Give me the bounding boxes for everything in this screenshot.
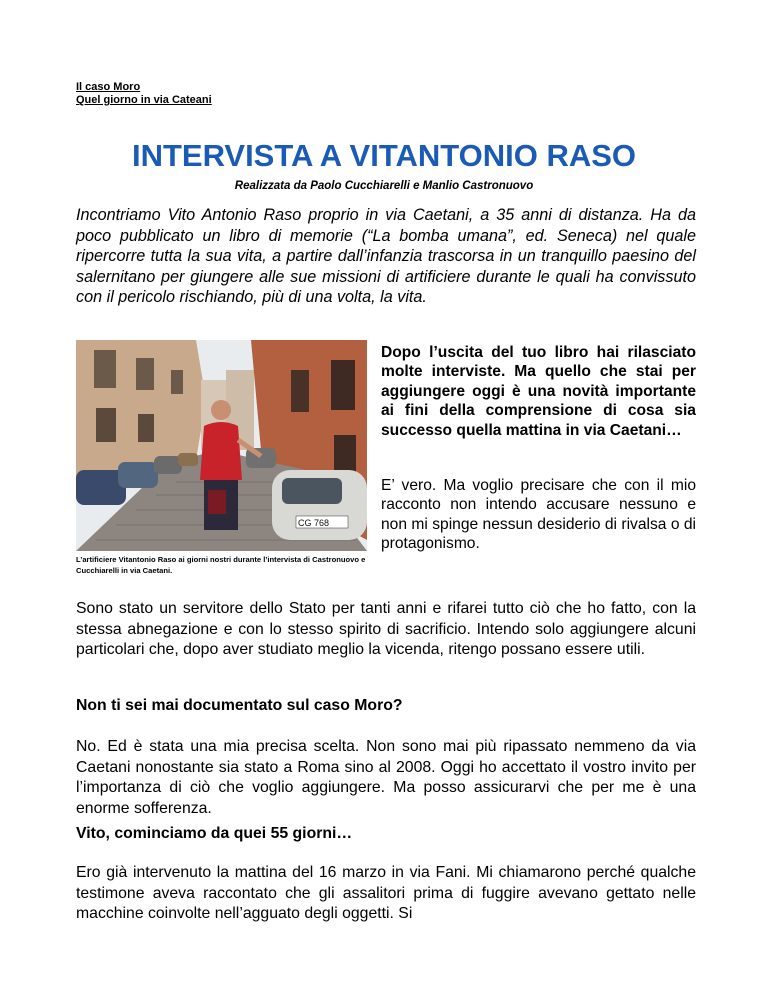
intro-paragraph: Incontriamo Vito Antonio Raso proprio in via Caetani, a 35 anni di distanza. Ha da poco pubblicato un libro di memorie (“La bomba umana”, ed. Seneca) nel quale ripercorre tutta la sua vita, a partire dall’infanzia trascorsa in un tranquillo paesino del salernitano per giungere alle sue missioni di artificiere durante le quali ha convissuto con il pericolo rischiando, più di una volta, la vita. <box>76 206 696 306</box>
question-3: Vito, cominciamo da quei 55 giorni… <box>76 825 353 842</box>
photo-caption: L’artificiere Vitantonio Raso ai giorni nostri durante l’intervista di Castronuovo e Cucchiarelli in via Caetani. <box>76 555 366 575</box>
street-scene-illustration <box>76 340 367 551</box>
kicker-line-2: Quel giorno in via Cateani <box>76 94 212 106</box>
kicker-line-1: Il caso Moro <box>76 81 141 93</box>
answer-3: Ero già intervenuto la mattina del 16 marzo in via Fani. Mi chiamarono perché qualche testimone aveva raccontato che gli assalitori prima di fuggire avevano gettato nelle macchine coinvolte nell’agguato degli oggetti. Si <box>76 864 696 922</box>
question-2: Non ti sei mai documentato sul caso Moro? <box>76 697 403 714</box>
question-1: Dopo l’uscita del tuo libro hai rilasciato molte interviste. Ma quello che stai per aggiungere oggi è una novità importante ai fini della comprensione di cosa sia successo quella mattina in via Caetani… <box>381 344 696 439</box>
paragraph-2: Sono stato un servitore dello Stato per tanti anni e rifarei tutto ciò che ho fatto, con la stessa abnegazione e con lo stesso spirito di sacrificio. Intendo solo aggiungere alcuni particolari che, dopo aver studiato meglio la vicenda, ritengo possano essere utili. <box>76 600 696 658</box>
license-plate-text: CG 768 <box>298 518 330 528</box>
interview-photo <box>76 340 367 551</box>
section-kicker <box>76 81 212 107</box>
answer-1: E’ vero. Ma voglio precisare che con il mio racconto non intendo accusare nessuno e non mi spinge nessun desiderio di rivalsa o di protagonismo. <box>381 477 696 553</box>
page-title: INTERVISTA A VITANTONIO RASO <box>131 138 637 173</box>
answer-2: No. Ed è stata una mia precisa scelta. Non sono mai più ripassato nemmeno da via Caetani nonostante sia stato a Roma sino al 2008. Oggi ho accettato il vostro invito per l’importanza di ciò che voglio aggiungere. Ma posso assicurarvi che per me è una enorme sofferenza. <box>76 738 696 817</box>
byline: Realizzata da Paolo Cucchiarelli e Manlio Castronuovo <box>234 180 534 192</box>
